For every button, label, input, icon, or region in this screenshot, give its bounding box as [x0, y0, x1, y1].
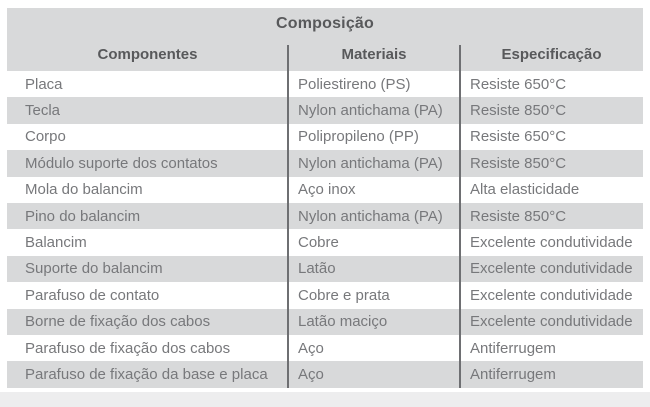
table-row: [7, 335, 643, 361]
cell: Cobre: [298, 234, 339, 252]
cell: Módulo suporte dos contatos: [25, 154, 218, 172]
table-row: [7, 150, 643, 176]
cell: Nylon antichama (PA): [298, 207, 443, 225]
column-separator-1: [287, 45, 289, 388]
cell: Pino do balancim: [25, 207, 141, 225]
cell: Polipropileno (PP): [298, 128, 419, 146]
table-title: Composição: [7, 8, 643, 40]
table-column-header-row: [7, 40, 643, 71]
cell: Tecla: [25, 102, 61, 120]
column-header-componentes: Componentes: [97, 46, 198, 63]
table-row: [7, 256, 643, 282]
column-header-especificacao: Especificação: [501, 46, 602, 63]
composition-table: [7, 8, 643, 388]
cell: Resiste 850°C: [470, 102, 567, 120]
cell: Nylon antichama (PA): [298, 154, 443, 172]
cell: Aço: [298, 339, 324, 357]
cell: Corpo: [25, 128, 66, 146]
table-row: [7, 71, 643, 97]
cell: Mola do balancim: [25, 181, 143, 199]
column-separator-2: [459, 45, 461, 388]
table-body: [7, 71, 643, 388]
cell: Excelente condutividade: [470, 234, 633, 252]
cell: Resiste 850°C: [470, 154, 567, 172]
table-row: [7, 229, 643, 255]
cell: Parafuso de fixação dos cabos: [25, 339, 231, 357]
table-row: [7, 97, 643, 123]
cell: Cobre e prata: [298, 286, 390, 304]
cell: Aço inox: [298, 181, 356, 199]
cell: Aço: [298, 365, 324, 383]
table-row: [7, 361, 643, 387]
cell: Suporte do balancim: [25, 260, 163, 278]
cell: Excelente condutividade: [470, 260, 633, 278]
cell: Poliestireno (PS): [298, 75, 411, 93]
cell: Placa: [25, 75, 63, 93]
cell: Excelente condutividade: [470, 286, 633, 304]
table-row: [7, 282, 643, 308]
table-row: [7, 309, 643, 335]
cell: Latão: [298, 260, 336, 278]
cell: Resiste 650°C: [470, 128, 567, 146]
cell: Borne de fixação dos cabos: [25, 313, 211, 331]
cell: Alta elasticidade: [470, 181, 580, 199]
table-row: [7, 177, 643, 203]
column-header-materiais: Materiais: [341, 46, 407, 63]
cell: Antiferrugem: [470, 365, 556, 383]
cell: Excelente condutividade: [470, 313, 633, 331]
table-row: [7, 203, 643, 229]
table-row: [7, 124, 643, 150]
cell: Balancim: [25, 234, 87, 252]
cell: Resiste 650°C: [470, 75, 567, 93]
cell: Latão maciço: [298, 313, 388, 331]
cell: Parafuso de fixação da base e placa: [25, 365, 268, 383]
cell: Parafuso de contato: [25, 286, 160, 304]
footer-bar: [0, 392, 650, 407]
cell: Antiferrugem: [470, 339, 556, 357]
cell: Nylon antichama (PA): [298, 102, 443, 120]
cell: Resiste 850°C: [470, 207, 567, 225]
